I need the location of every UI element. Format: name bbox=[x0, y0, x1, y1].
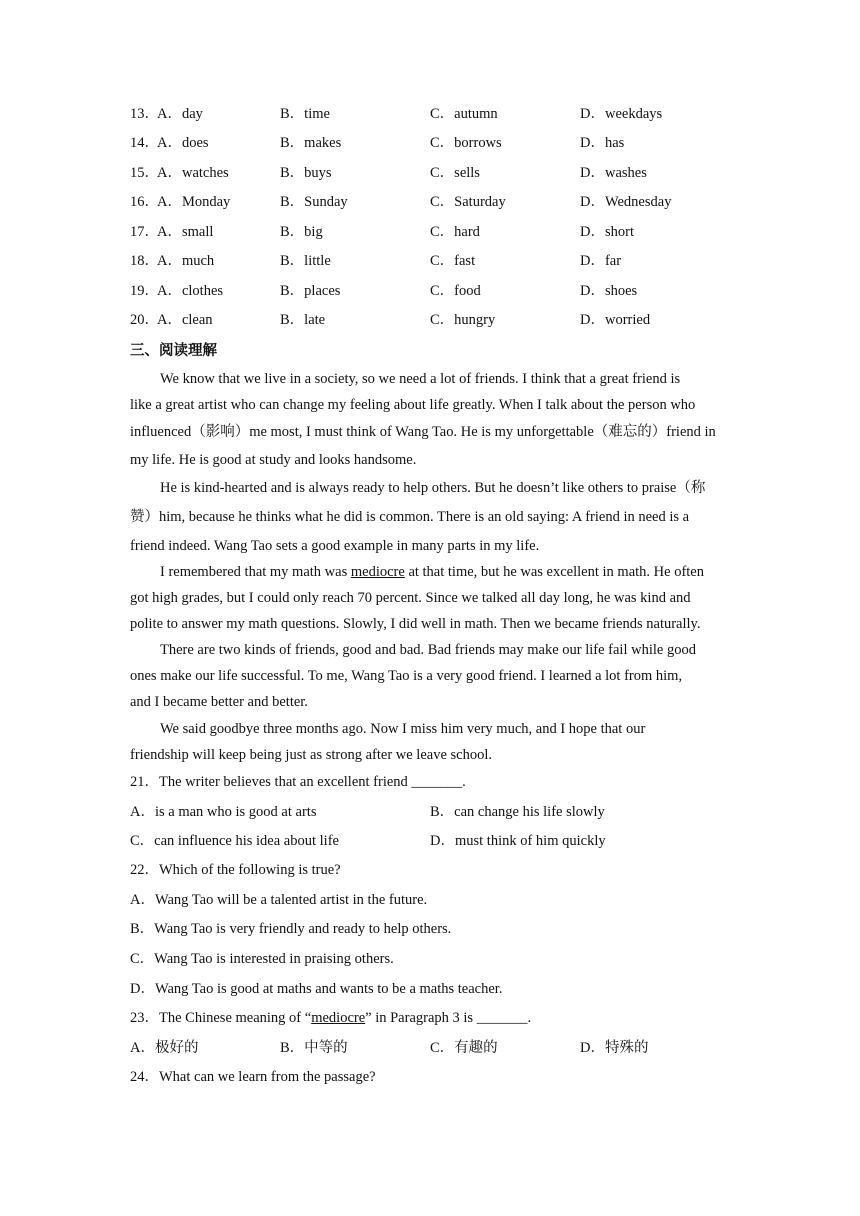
question-number: 16． bbox=[130, 194, 159, 210]
option-a: A．much bbox=[157, 253, 215, 269]
option-a: A．day bbox=[157, 106, 203, 122]
option-c: C．hard bbox=[430, 224, 480, 240]
option-a: A．Monday bbox=[157, 194, 231, 210]
question-number: 15． bbox=[130, 165, 159, 181]
q23-option-d: D．特殊的 bbox=[580, 1040, 649, 1056]
passage-line: ones make our life successful. To me, Wang Tao is a very good friend. I learned a lot from him, bbox=[130, 668, 683, 684]
option-a: A．clothes bbox=[157, 283, 224, 299]
option-a: A．watches bbox=[157, 165, 229, 181]
q21-option-b: B．can change his life slowly bbox=[430, 804, 605, 820]
question-21-stem: 21．The writer believes that an excellent friend _______. bbox=[130, 774, 466, 790]
question-number: 19． bbox=[130, 283, 159, 299]
option-b: B．big bbox=[280, 224, 323, 240]
option-d: D．weekdays bbox=[580, 106, 663, 122]
option-d: D．Wednesday bbox=[580, 194, 672, 210]
underlined-word: mediocre bbox=[311, 1010, 366, 1026]
section-title: 三、阅读理解 bbox=[130, 343, 217, 359]
option-d: D．has bbox=[580, 135, 625, 151]
passage-line bbox=[160, 561, 760, 583]
q22-option-a: A．Wang Tao will be a talented artist in the future. bbox=[130, 892, 428, 908]
option-a: A．does bbox=[157, 135, 209, 151]
option-d: D．worried bbox=[580, 312, 651, 328]
passage-line: friendship will keep being just as strong after we leave school. bbox=[130, 747, 492, 763]
passage-text: at that time, but he was excellent in math. He often bbox=[404, 564, 704, 580]
q22-option-b: B．Wang Tao is very friendly and ready to help others. bbox=[130, 921, 452, 937]
option-c: C．hungry bbox=[430, 312, 496, 328]
passage-line: He is kind-hearted and is always ready to help others. But he doesn’t like others to praise（称 bbox=[160, 480, 706, 496]
option-b: B．buys bbox=[280, 165, 332, 181]
question-24-stem: 24．What can we learn from the passage? bbox=[130, 1069, 376, 1085]
passage-line: friend indeed. Wang Tao sets a good example in many parts in my life. bbox=[130, 538, 540, 554]
passage-line: polite to answer my math questions. Slowly, I did well in math. Then we became friends naturally. bbox=[130, 616, 701, 632]
option-b: B．late bbox=[280, 312, 326, 328]
q23-option-b: B．中等的 bbox=[280, 1040, 348, 1056]
passage-line: We know that we live in a society, so we need a lot of friends. I think that a great friend is bbox=[160, 371, 681, 387]
option-a: A．clean bbox=[157, 312, 213, 328]
question-23-stem bbox=[130, 1007, 730, 1029]
option-c: C．borrows bbox=[430, 135, 502, 151]
option-b: B．makes bbox=[280, 135, 342, 151]
passage-line: 赞）him, because he thinks what he did is common. There is an old saying: A friend in need is a bbox=[130, 509, 690, 525]
passage-line: influenced（影响）me most, I must think of Wang Tao. He is my unforgettable（难忘的）friend in bbox=[130, 424, 716, 440]
question-number: 20． bbox=[130, 312, 159, 328]
stem-text: 23．The Chinese meaning of “ bbox=[130, 1010, 312, 1026]
q22-option-d: D．Wang Tao is good at maths and wants to be a maths teacher. bbox=[130, 981, 503, 997]
q21-option-d: D．must think of him quickly bbox=[430, 833, 606, 849]
question-22-stem: 22．Which of the following is true? bbox=[130, 862, 341, 878]
option-c: C．autumn bbox=[430, 106, 498, 122]
option-d: D．short bbox=[580, 224, 634, 240]
option-b: B．Sunday bbox=[280, 194, 348, 210]
passage-text: I remembered that my math was bbox=[160, 564, 351, 580]
question-number: 13． bbox=[130, 106, 159, 122]
passage-line: my life. He is good at study and looks handsome. bbox=[130, 452, 417, 468]
option-b: B．little bbox=[280, 253, 331, 269]
option-d: D．washes bbox=[580, 165, 647, 181]
q21-option-a: A．is a man who is good at arts bbox=[130, 804, 317, 820]
underlined-word: mediocre bbox=[350, 564, 405, 580]
q21-option-c: C．can influence his idea about life bbox=[130, 833, 339, 849]
option-a: A．small bbox=[157, 224, 214, 240]
passage-line: There are two kinds of friends, good and bad. Bad friends may make our life fail while good bbox=[160, 642, 696, 658]
option-d: D．far bbox=[580, 253, 622, 269]
stem-text: ” in Paragraph 3 is _______. bbox=[365, 1010, 532, 1026]
option-b: B．places bbox=[280, 283, 341, 299]
passage-line: like a great artist who can change my feeling about life greatly. When I talk about the person who bbox=[130, 397, 696, 413]
option-d: D．shoes bbox=[580, 283, 638, 299]
passage-line: and I became better and better. bbox=[130, 694, 308, 710]
option-c: C．food bbox=[430, 283, 481, 299]
question-number: 18． bbox=[130, 253, 159, 269]
option-c: C．Saturday bbox=[430, 194, 506, 210]
option-c: C．fast bbox=[430, 253, 476, 269]
q23-option-a: A．极好的 bbox=[130, 1040, 199, 1056]
passage-line: got high grades, but I could only reach 70 percent. Since we talked all day long, he was kind and bbox=[130, 590, 691, 606]
option-c: C．sells bbox=[430, 165, 480, 181]
passage-line: We said goodbye three months ago. Now I miss him very much, and I hope that our bbox=[160, 721, 646, 737]
option-b: B．time bbox=[280, 106, 330, 122]
q23-option-c: C．有趣的 bbox=[430, 1040, 498, 1056]
question-number: 17． bbox=[130, 224, 159, 240]
question-number: 14． bbox=[130, 135, 159, 151]
q22-option-c: C．Wang Tao is interested in praising others. bbox=[130, 951, 394, 967]
